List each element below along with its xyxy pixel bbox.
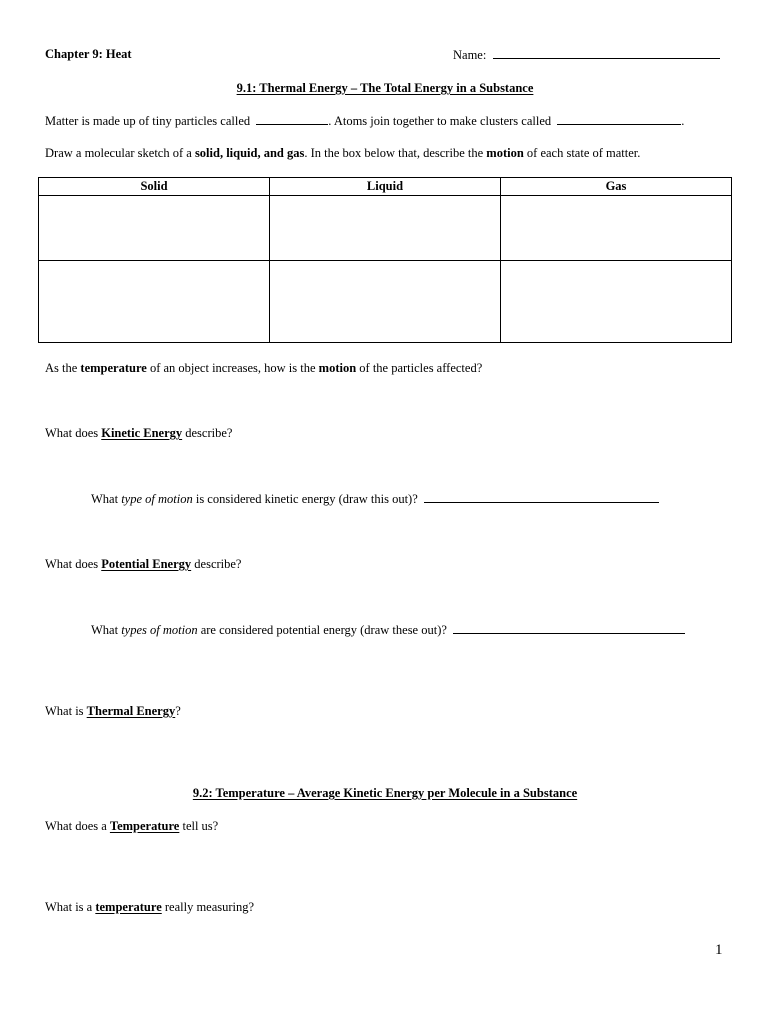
section-2-title: 9.2: Temperature – Average Kinetic Energy per Molecule in a Substance — [192, 786, 578, 800]
section-1-title: 9.1: Thermal Energy – The Total Energy in a Substance — [236, 81, 534, 95]
solid-sketch-box[interactable] — [39, 196, 270, 261]
gas-sketch-box[interactable] — [501, 196, 732, 261]
header-liquid: Liquid — [270, 178, 501, 196]
question-kinetic-energy: What does Kinetic Energy describe? — [45, 426, 233, 440]
particles-sentence: Matter is made up of tiny particles called . Atoms join together to make clusters called . — [45, 114, 685, 128]
solid-motion-box[interactable] — [39, 261, 270, 343]
chapter-title: Chapter 9: Heat — [45, 47, 132, 61]
question-kinetic-motion: What type of motion is considered kinetic energy (draw this out)? — [91, 491, 659, 507]
liquid-sketch-box[interactable] — [270, 196, 501, 261]
liquid-motion-box[interactable] — [270, 261, 501, 343]
sketch-instructions: Draw a molecular sketch of a solid, liquid, and gas. In the box below that, describe the motion of each state of matter. — [45, 146, 641, 160]
question-potential-motion: What types of motion are considered potential energy (draw these out)? — [91, 622, 685, 638]
header-solid: Solid — [39, 178, 270, 196]
question-thermal-energy: What is Thermal Energy? — [45, 704, 181, 718]
question-temperature-measures: What is a temperature really measuring? — [45, 900, 255, 914]
particles-blank[interactable] — [256, 113, 328, 125]
page-number: 1 — [715, 942, 723, 958]
clusters-blank[interactable] — [557, 113, 681, 125]
name-label: Name: — [453, 48, 487, 62]
name-field — [453, 47, 720, 63]
header-gas: Gas — [501, 178, 732, 196]
gas-motion-box[interactable] — [501, 261, 732, 343]
kinetic-motion-blank[interactable] — [424, 491, 659, 503]
question-temperature-motion: As the temperature of an object increases, how is the motion of the particles affected? — [45, 361, 483, 375]
potential-motion-blank[interactable] — [453, 622, 685, 634]
states-of-matter-table — [38, 177, 732, 343]
name-blank[interactable] — [493, 47, 720, 59]
question-potential-energy: What does Potential Energy describe? — [45, 557, 242, 571]
question-temperature-tells: What does a Temperature tell us? — [45, 819, 219, 833]
